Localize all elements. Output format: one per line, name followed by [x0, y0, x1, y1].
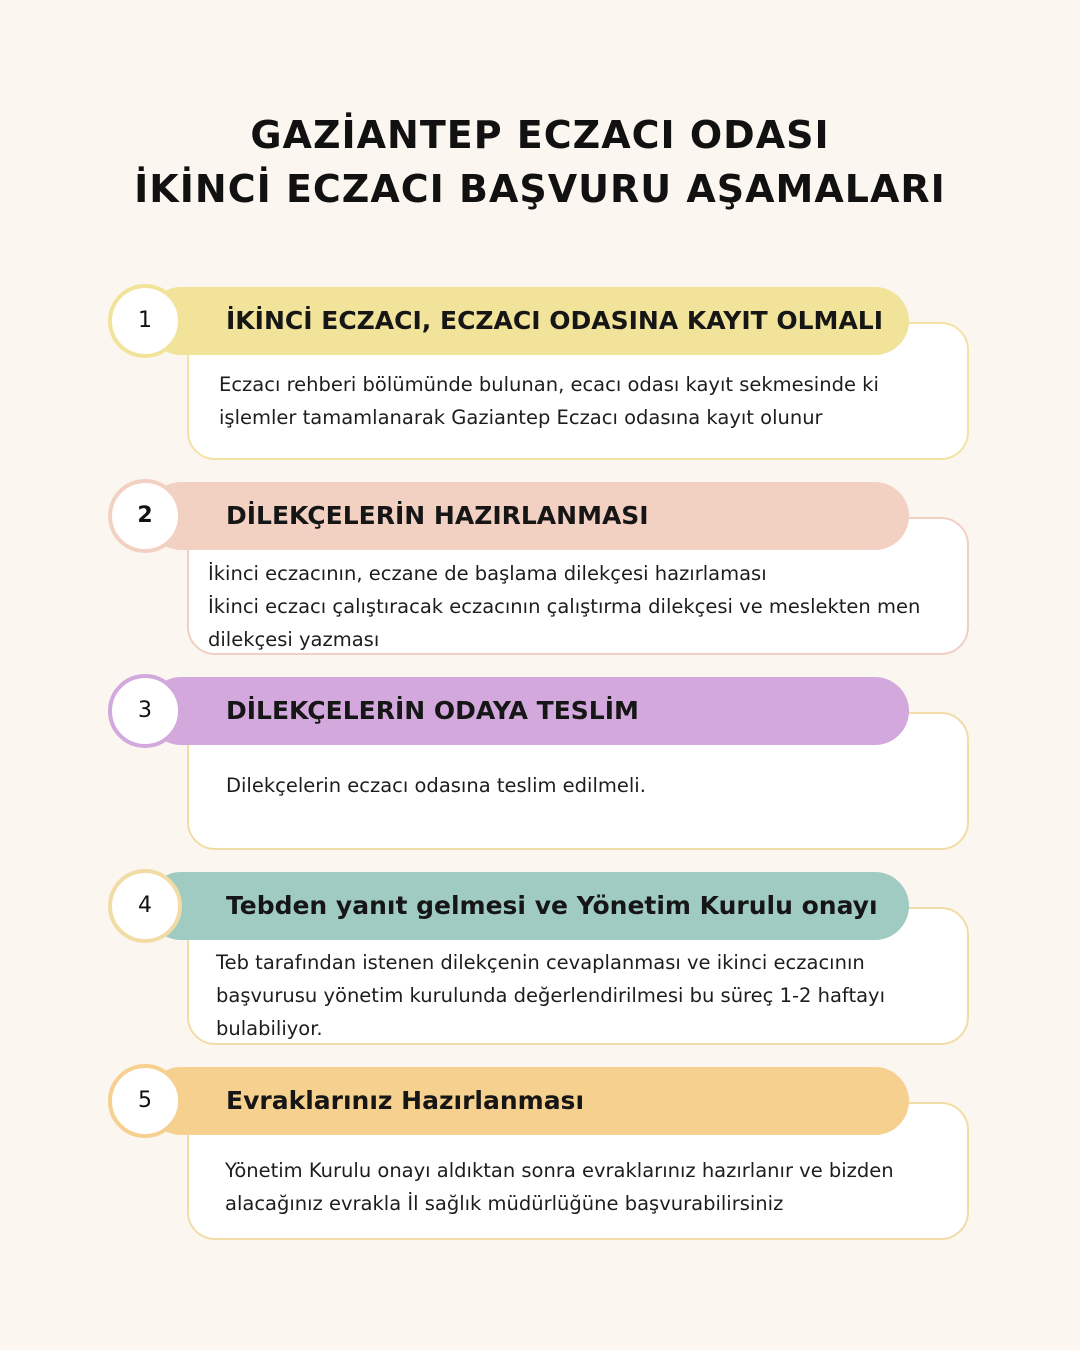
- step-description: Dilekçelerin eczacı odasına teslim edilmeli.: [226, 774, 646, 797]
- step-description: Eczacı rehberi bölümünde bulunan, ecacı odası kayıt sekmesinde ki işlemler tamamlanarak Gaziantep Eczacı odasına kayıt olunur: [219, 373, 879, 429]
- step-heading: DİLEKÇELERİN ODAYA TESLİM: [226, 696, 639, 725]
- title-line-2: İKİNCİ ECZACI BAŞVURU AŞAMALARI: [134, 167, 946, 211]
- step-2: [0, 479, 1080, 659]
- step-heading: Evraklarınız Hazırlanması: [226, 1086, 585, 1115]
- page-title: [0, 108, 1080, 216]
- step-heading: DİLEKÇELERİN HAZIRLANMASI: [226, 501, 649, 530]
- step-number-badge: 5: [108, 1064, 182, 1138]
- step-number-badge: 3: [108, 674, 182, 748]
- step-number-badge: 1: [108, 284, 182, 358]
- step-description: İkinci eczacının, eczane de başlama dilekçesi hazırlaması İkinci eczacı çalıştıracak eczacının çalıştırma dilekçesi ve meslekten men dilekçesi yazması: [208, 562, 921, 651]
- step-heading: Tebden yanıt gelmesi ve Yönetim Kurulu onayı: [226, 891, 878, 920]
- step-4: [0, 869, 1080, 1049]
- step-description: Teb tarafından istenen dilekçenin cevaplanması ve ikinci eczacının başvurusu yönetim kurulunda değerlendirilmesi bu süreç 1-2 haftayı bulabiliyor.: [216, 951, 885, 1040]
- step-3: [0, 674, 1080, 854]
- step-description: Yönetim Kurulu onayı aldıktan sonra evraklarınız hazırlanır ve bizden alacağınız evrakla İl sağlık müdürlüğüne başvurabilirsiniz: [225, 1159, 894, 1215]
- step-number-badge: 4: [108, 869, 182, 943]
- step-heading: İKİNCİ ECZACI, ECZACI ODASINA KAYIT OLMALI: [226, 306, 884, 335]
- step-5: [0, 1064, 1080, 1244]
- title-line-1: GAZİANTEP ECZACI ODASI: [250, 113, 830, 157]
- step-1: [0, 284, 1080, 464]
- step-number-badge: 2: [108, 479, 182, 553]
